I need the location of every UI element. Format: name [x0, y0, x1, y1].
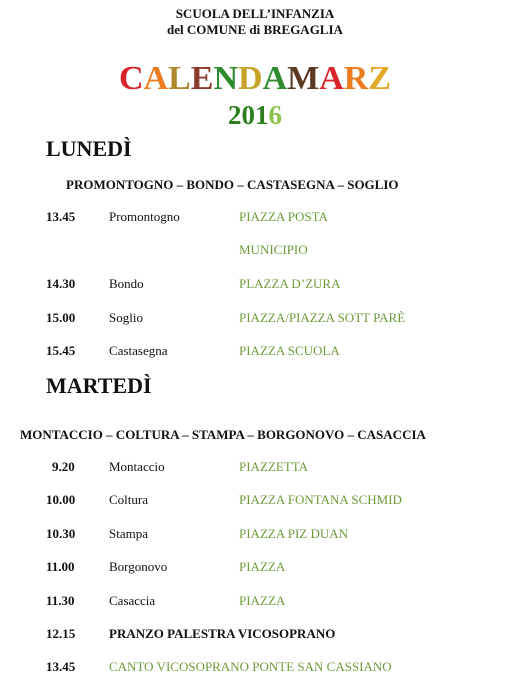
title-letter: A — [262, 60, 288, 97]
calendar-year — [0, 100, 510, 131]
stop-location: Bondo — [109, 276, 144, 291]
title-letter: C — [118, 60, 144, 97]
title-letter: Z — [368, 60, 392, 97]
stop-location: Casaccia — [109, 593, 156, 608]
stop-time: 11.00 — [46, 559, 75, 574]
route-tuesday: MONTACCIO – COLTURA – STAMPA – BORGONOVO – CASACCIA — [20, 427, 426, 442]
lunch-note: PRANZO PALESTRA VICOSOPRANO — [109, 626, 336, 641]
title-letter: A — [143, 60, 169, 97]
stop-place: PLAZZA D’ZURA — [239, 276, 341, 291]
final-time: 13.45 — [46, 659, 76, 674]
day-heading-monday: LUNEDÌ — [46, 136, 132, 161]
stop-location: Soglio — [109, 310, 143, 325]
stop-place: PIAZZA FONTANA SCHMID — [239, 492, 402, 507]
stop-time: 15.00 — [46, 310, 76, 325]
municipality-name: del COMUNE di BREGAGLIA — [167, 22, 343, 37]
title-letter: M — [287, 60, 320, 97]
stop-location: Coltura — [109, 492, 148, 507]
final-event: CANTO VICOSOPRANO PONTE SAN CASSIANO — [109, 659, 392, 674]
stop-location: Stampa — [109, 526, 148, 541]
stop-place: PIAZZA POSTA — [239, 209, 328, 224]
title-letter: D — [238, 60, 263, 97]
day-heading-tuesday: MARTEDÌ — [46, 373, 152, 398]
title-letter: A — [319, 60, 344, 97]
stop-location: Promontogno — [109, 209, 180, 224]
year-part: 201 — [228, 100, 269, 130]
stop-location: Montaccio — [109, 459, 165, 474]
lunch-time: 12.15 — [46, 626, 76, 641]
stop-place: PIAZZA PIZ DUAN — [239, 526, 349, 541]
stop-location: Borgonovo — [109, 559, 168, 574]
stop-time: 11.30 — [46, 593, 75, 608]
stop-place: PIAZZETTA — [239, 459, 308, 474]
title-letter: E — [190, 60, 214, 97]
stop-place: PIAZZA — [239, 559, 286, 574]
stop-time: 13.45 — [46, 209, 76, 224]
stop-time: 14.30 — [46, 276, 76, 291]
stop-time: 9.20 — [52, 459, 75, 474]
stop-time: 10.30 — [46, 526, 76, 541]
calendar-title — [0, 60, 510, 98]
stop-place: MUNICIPIO — [239, 242, 308, 257]
stop-time: 15.45 — [46, 343, 76, 358]
title-letter: N — [213, 60, 239, 97]
school-name: SCUOLA DELL’INFANZIA — [175, 6, 335, 21]
stop-place: PIAZZA — [239, 593, 286, 608]
title-letter: R — [343, 60, 369, 97]
stop-place: PIAZZA SCUOLA — [239, 343, 340, 358]
stop-time: 10.00 — [46, 492, 76, 507]
route-monday: PROMONTOGNO – BONDO – CASTASEGNA – SOGLIO — [66, 177, 399, 192]
year-part: 6 — [268, 100, 282, 130]
title-letter: L — [168, 60, 191, 97]
stop-location: Castasegna — [109, 343, 168, 358]
stop-place: PIAZZA/PIAZZA SOTT PARÈ — [239, 310, 406, 325]
